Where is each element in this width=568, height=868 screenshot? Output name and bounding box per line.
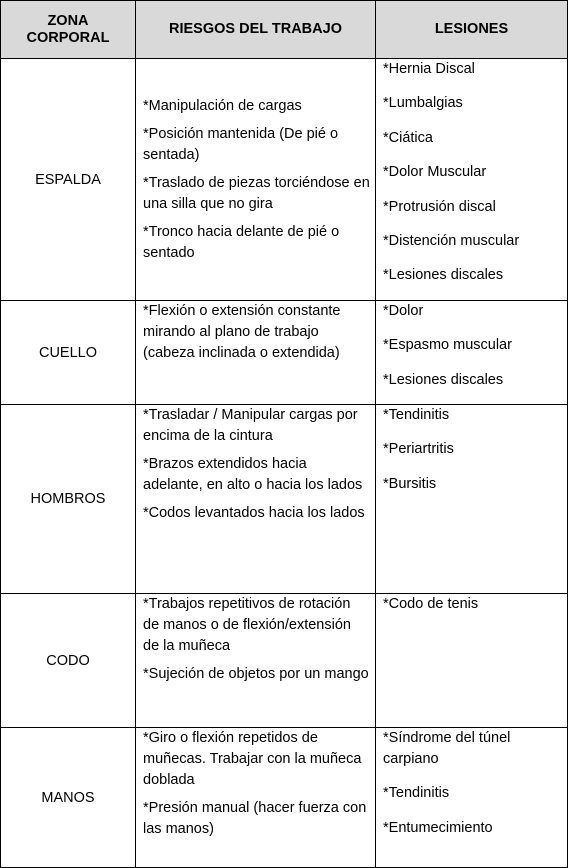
- injury-item: *Lumbalgias: [383, 95, 463, 112]
- risk-item: *Codos levantados hacia los lados: [143, 505, 365, 521]
- risk-item: *Giro o flexión repetidos de muñecas. Trabajar con la muñeca doblada: [143, 730, 362, 788]
- injury-item: *Tendinitis: [383, 407, 450, 423]
- injury-item: *Lesiones discales: [383, 267, 504, 284]
- risks-cell: [136, 59, 376, 301]
- injuries-cell: [376, 59, 568, 301]
- risk-item: *Presión manual (hacer fuerza con las manos): [143, 800, 367, 837]
- risks-cell: [136, 728, 376, 868]
- injuries-cell: [376, 728, 568, 868]
- row-espalda: [1, 59, 568, 301]
- injury-item: *Espasmo muscular: [383, 337, 512, 354]
- risks-cell: [136, 405, 376, 594]
- row-cuello: [1, 301, 568, 405]
- zone-cell: CODO: [1, 594, 136, 728]
- risk-item: *Traslado de piezas torciéndose en una silla que no gira: [143, 174, 370, 212]
- injury-item: *Bursitis: [383, 475, 437, 492]
- injury-item: *Codo de tenis: [383, 596, 479, 612]
- injury-item: *Distención muscular: [383, 232, 520, 249]
- risk-item: *Trasladar / Manipular cargas por encima de la cintura: [143, 407, 358, 444]
- injury-item: *Dolor Muscular: [383, 164, 487, 181]
- risk-item: *Brazos extendidos hacia adelante, en alto o hacia los lados: [143, 456, 363, 493]
- injuries-cell: [376, 405, 568, 594]
- header-row: [1, 1, 568, 59]
- zone-cell: CUELLO: [1, 301, 136, 405]
- header-risks: RIESGOS DEL TRABAJO: [136, 1, 376, 59]
- injury-item: *Entumecimiento: [383, 819, 493, 836]
- row-manos: [1, 728, 568, 868]
- risk-item: *Manipulación de cargas: [143, 97, 302, 114]
- risk-item: *Trabajos repetitivos de rotación de manos o de flexión/extensión de la muñeca: [143, 596, 351, 654]
- injuries-cell: [376, 301, 568, 405]
- risk-item: *Flexión o extensión constante mirando al plano de trabajo (cabeza inclinada o extendida): [143, 303, 341, 361]
- header-zone: ZONA CORPORAL: [1, 1, 136, 59]
- zone-cell: HOMBROS: [1, 405, 136, 594]
- injury-item: *Tendinitis: [383, 785, 450, 802]
- zone-cell: ESPALDA: [1, 59, 136, 301]
- row-codo: [1, 594, 568, 728]
- injury-item: *Dolor: [383, 303, 424, 319]
- zone-cell: MANOS: [1, 728, 136, 868]
- row-hombros: [1, 405, 568, 594]
- injury-item: *Ciática: [383, 129, 433, 146]
- injury-item: *Lesiones discales: [383, 371, 504, 388]
- risk-item: *Sujeción de objetos por un mango: [143, 666, 369, 682]
- risks-cell: [136, 301, 376, 405]
- injury-item: *Síndrome del túnel carpiano: [383, 730, 511, 767]
- injury-item: *Periartritis: [383, 441, 454, 458]
- risks-cell: [136, 594, 376, 728]
- header-injuries: LESIONES: [376, 1, 568, 59]
- injury-item: *Protrusión discal: [383, 198, 496, 215]
- injuries-cell: [376, 594, 568, 728]
- risk-item: *Tronco hacia delante de pié o sentado: [143, 223, 340, 261]
- injury-item: *Hernia Discal: [383, 61, 475, 77]
- risk-item: *Posición mantenida (De pié o sentada): [143, 125, 339, 163]
